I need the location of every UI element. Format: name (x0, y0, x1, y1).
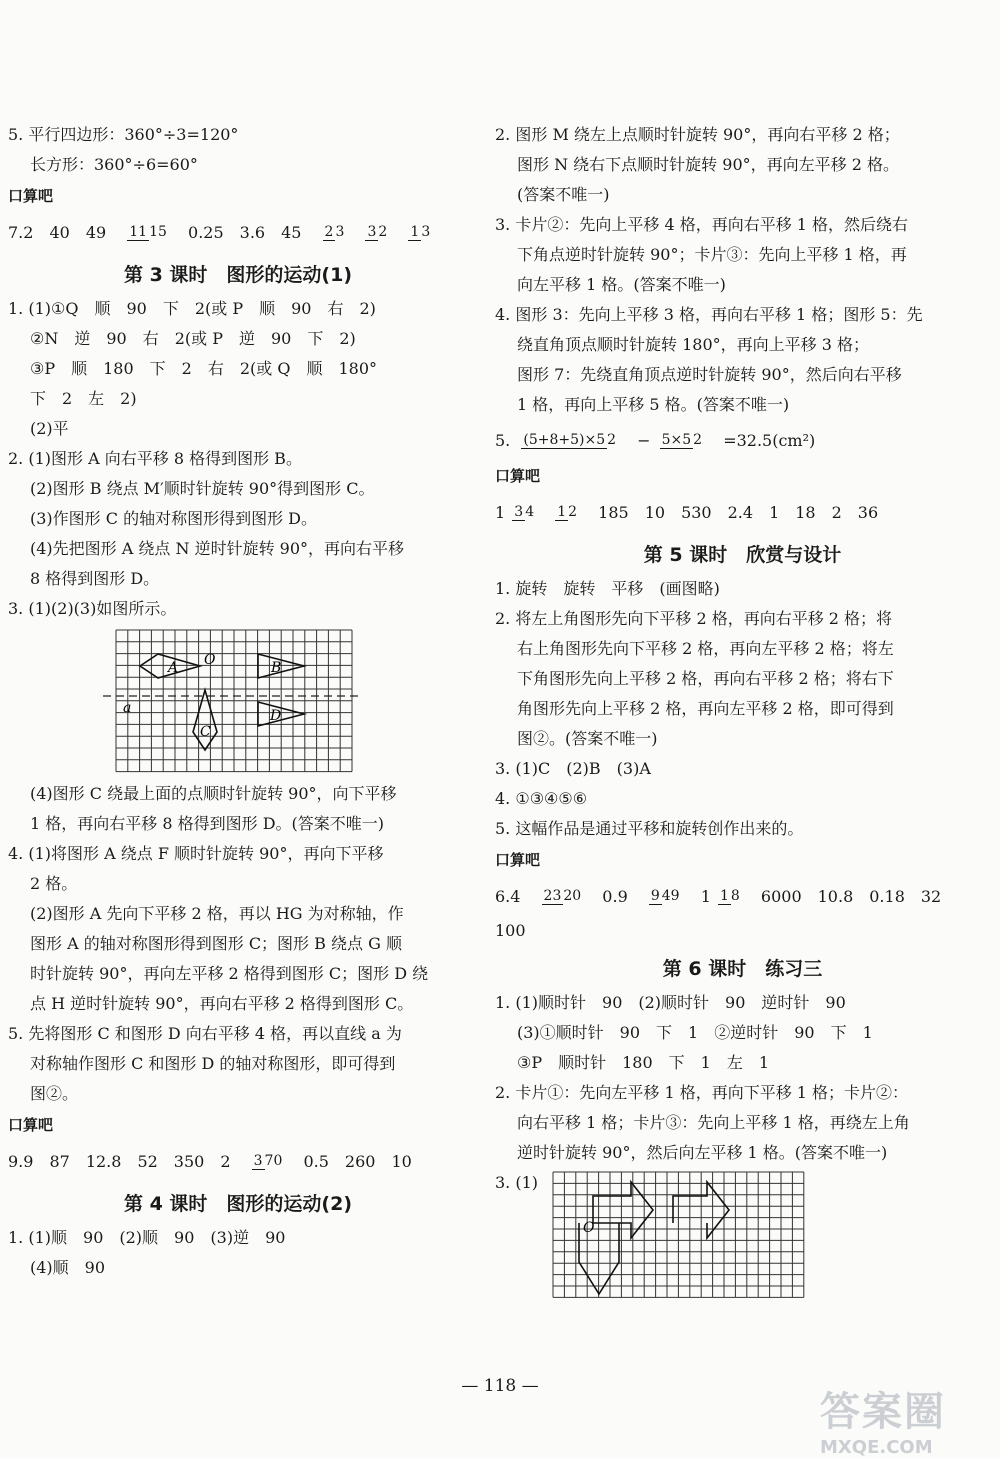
answer-line: 2. 卡片①：先向左平移 1 格，再向下平移 1 格；卡片②： (495, 1083, 909, 1102)
answer-line: (3)①顺时针 90 下 1 ②逆时针 90 下 1 (517, 1023, 873, 1042)
watermark-logo: 答案圈 MXQE.COM (820, 1389, 946, 1458)
answer-line: 3. (1)(2)(3)如图所示。 (8, 599, 177, 618)
area-formula: 5. (5+8+5)×5 2 − 5×5 2 =32.5(cm²) (495, 430, 816, 450)
answer-line: (4)先把图形 A 绕点 N 逆时针旋转 90°，再向右平移 (30, 539, 405, 558)
fraction: 3 4 (514, 504, 535, 520)
answer-line: 向左平移 1 格。(答案不唯一) (517, 275, 726, 294)
grid-figure-1-svg (8, 624, 468, 774)
label-a: a (123, 700, 132, 716)
answer-line: 下角图形先向上平移 2 格，再向右平移 2 格；将右下 (517, 669, 894, 688)
answer-line: 角图形先向上平移 2 格，再向左平移 2 格，即可得到 (517, 699, 894, 718)
answer-line: 3. (1)C (2)B (3)A (495, 759, 651, 778)
answer-line: (3)作图形 C 的轴对称图形得到图形 D。 (30, 509, 317, 528)
lesson-heading: 第 5 课时 欣赏与设计 (643, 544, 842, 566)
oral-calc-title: 口算吧 (495, 851, 541, 869)
answer-line: ③P 顺时针 180 下 1 左 1 (517, 1053, 770, 1072)
grid-figure-2: 3. (1) O (495, 1168, 990, 1308)
label-A: A (168, 660, 179, 676)
label-O: O (583, 1220, 595, 1236)
answer-line: 对称轴作图形 C 和图形 D 的轴对称图形，即可得到 (30, 1054, 396, 1073)
answer-line: 1. (1)顺时针 90 (2)顺时针 90 逆时针 90 (495, 993, 846, 1012)
answer-line: 下 2 左 2) (30, 389, 137, 408)
answer-line: 1. (1)①Q 顺 90 下 2(或 P 顺 90 右 2) (8, 299, 376, 318)
answer-line: 向右平移 1 格；卡片③：先向上平移 1 格，再绕左上角 (517, 1113, 910, 1132)
answer-line: 1 格，再向上平移 5 格。(答案不唯一) (517, 395, 790, 414)
label-C: C (200, 724, 211, 740)
answer-line: 图②。(答案不唯一) (517, 729, 658, 748)
fraction: 3 2 (367, 224, 388, 240)
grid-figure-2-svg (495, 1168, 990, 1308)
answer-line: (4)顺 90 (30, 1258, 106, 1277)
label-D: D (270, 708, 282, 724)
oral-calc-title: 口算吧 (8, 187, 54, 205)
fraction: 2 3 (324, 224, 345, 240)
answer-line: (2)平 (30, 419, 69, 438)
answer-line: 逆时针旋转 90°，然后向左平移 1 格。(答案不唯一) (517, 1143, 888, 1162)
answer-line: 下角点逆时针旋转 90°；卡片③：先向上平移 1 格，再 (517, 245, 907, 264)
answer-line: (4)图形 C 绕最上面的点顺时针旋转 90°，向下平移 (30, 784, 397, 803)
answer-line: 1. (1)顺 90 (2)顺 90 (3)逆 90 (8, 1228, 286, 1247)
fraction: 5×5 2 (661, 432, 703, 448)
answer-line: (答案不唯一) (517, 185, 610, 204)
answer-line: 2. (1)图形 A 向右平移 8 格得到图形 B。 (8, 449, 302, 468)
answer-line: 时针旋转 90°，再向左平移 2 格得到图形 C；图形 D 绕 (30, 964, 429, 983)
answer-line: 图形 7：先绕直角顶点逆时针旋转 90°，然后向右平移 (517, 365, 902, 384)
answer-line: 图形 N 绕右下点顺时针旋转 90°，再向左平移 2 格。 (517, 155, 899, 174)
oral-calc-answers: 7.2 40 49 11 15 0.25 3.6 45 2 3 3 2 1 3 (8, 222, 431, 242)
left-column (8, 120, 468, 1283)
label-O: O (204, 652, 216, 668)
answer-line: 2. 将左上角图形先向下平移 2 格，再向右平移 2 格；将 (495, 609, 893, 628)
answer-line: 4. (1)将图形 A 绕点 F 顺时针旋转 90°，再向下平移 (8, 844, 384, 863)
answer-line: 1. 旋转 旋转 平移 (画图略) (495, 579, 720, 598)
answer-line: 5. 这幅作品是通过平移和旋转创作出来的。 (495, 819, 804, 838)
lesson-heading: 第 3 课时 图形的运动(1) (123, 264, 353, 286)
grid-figure-1 (8, 624, 468, 779)
answer-line: 图形 A 的轴对称图形得到图形 C；图形 B 绕点 G 顺 (30, 934, 402, 953)
answer-line: 图②。 (30, 1084, 79, 1103)
answer-line: 5. 平行四边形：360°÷3=120° (8, 125, 239, 144)
answer-line: 绕直角顶点顺时针旋转 180°，再向上平移 3 格； (517, 335, 869, 354)
oral-calc-answer-wrap: 100 (495, 921, 526, 940)
oral-calc-answers: 6.4 23 20 0.9 9 49 1 1 8 6000 10.8 0.18 32 (495, 886, 942, 906)
page-number: — 118 — (461, 1376, 539, 1396)
answer-line: 2 格。 (30, 874, 78, 893)
answer-line: ②N 逆 90 右 2(或 P 逆 90 下 2) (30, 329, 356, 348)
answer-line: 右上角图形先向下平移 2 格，再向左平移 2 格；将左 (517, 639, 894, 658)
answer-line: 4. ①③④⑤⑥ (495, 789, 588, 808)
fraction: 1 8 (719, 888, 740, 904)
fraction: 23 20 (543, 888, 582, 904)
oral-calc-title: 口算吧 (8, 1116, 54, 1134)
oral-calc-title: 口算吧 (495, 467, 541, 485)
answer-line: (2)图形 B 绕点 M′顺时针旋转 90°得到图形 C。 (30, 479, 375, 498)
answer-line: 4. 图形 3：先向上平移 3 格，再向右平移 1 格；图形 5：先 (495, 305, 923, 324)
answer-line: 点 H 逆时针旋转 90°，再向右平移 2 格得到图形 C。 (30, 994, 414, 1013)
fraction: 3 70 (253, 1153, 283, 1169)
oral-calc-answers: 9.9 87 12.8 52 350 2 3 70 0.5 260 10 (8, 1151, 412, 1171)
oral-calc-answers: 1 3 4 1 2 185 10 530 2.4 1 18 2 36 (495, 502, 879, 522)
answer-line: 长方形：360°÷6=60° (30, 155, 198, 174)
fraction: 1 2 (557, 504, 578, 520)
fraction: 9 49 (650, 888, 680, 904)
label-B: B (271, 660, 282, 676)
answer-line: ③P 顺 180 下 2 右 2(或 Q 顺 180° (30, 359, 377, 378)
answer-line: (2)图形 A 先向下平移 2 格，再以 HG 为对称轴，作 (30, 904, 404, 923)
answer-line: 5. 先将图形 C 和图形 D 向右平移 4 格，再以直线 a 为 (8, 1024, 402, 1043)
fraction: (5+8+5)×5 2 (523, 432, 617, 448)
answer-line: 2. 图形 M 绕左上点顺时针旋转 90°，再向右平移 2 格； (495, 125, 900, 144)
answer-line: 3. 卡片②：先向上平移 4 格，再向右平移 1 格，然后绕右 (495, 215, 909, 234)
answer-line: 8 格得到图形 D。 (30, 569, 160, 588)
fraction: 1 3 (410, 224, 431, 240)
answer-line: 1 格，再向右平移 8 格得到图形 D。(答案不唯一) (30, 814, 385, 833)
lesson-heading: 第 6 课时 练习三 (662, 958, 823, 980)
right-column (495, 120, 990, 1308)
lesson-heading: 第 4 课时 图形的运动(2) (123, 1193, 353, 1215)
fraction: 11 15 (129, 224, 167, 240)
